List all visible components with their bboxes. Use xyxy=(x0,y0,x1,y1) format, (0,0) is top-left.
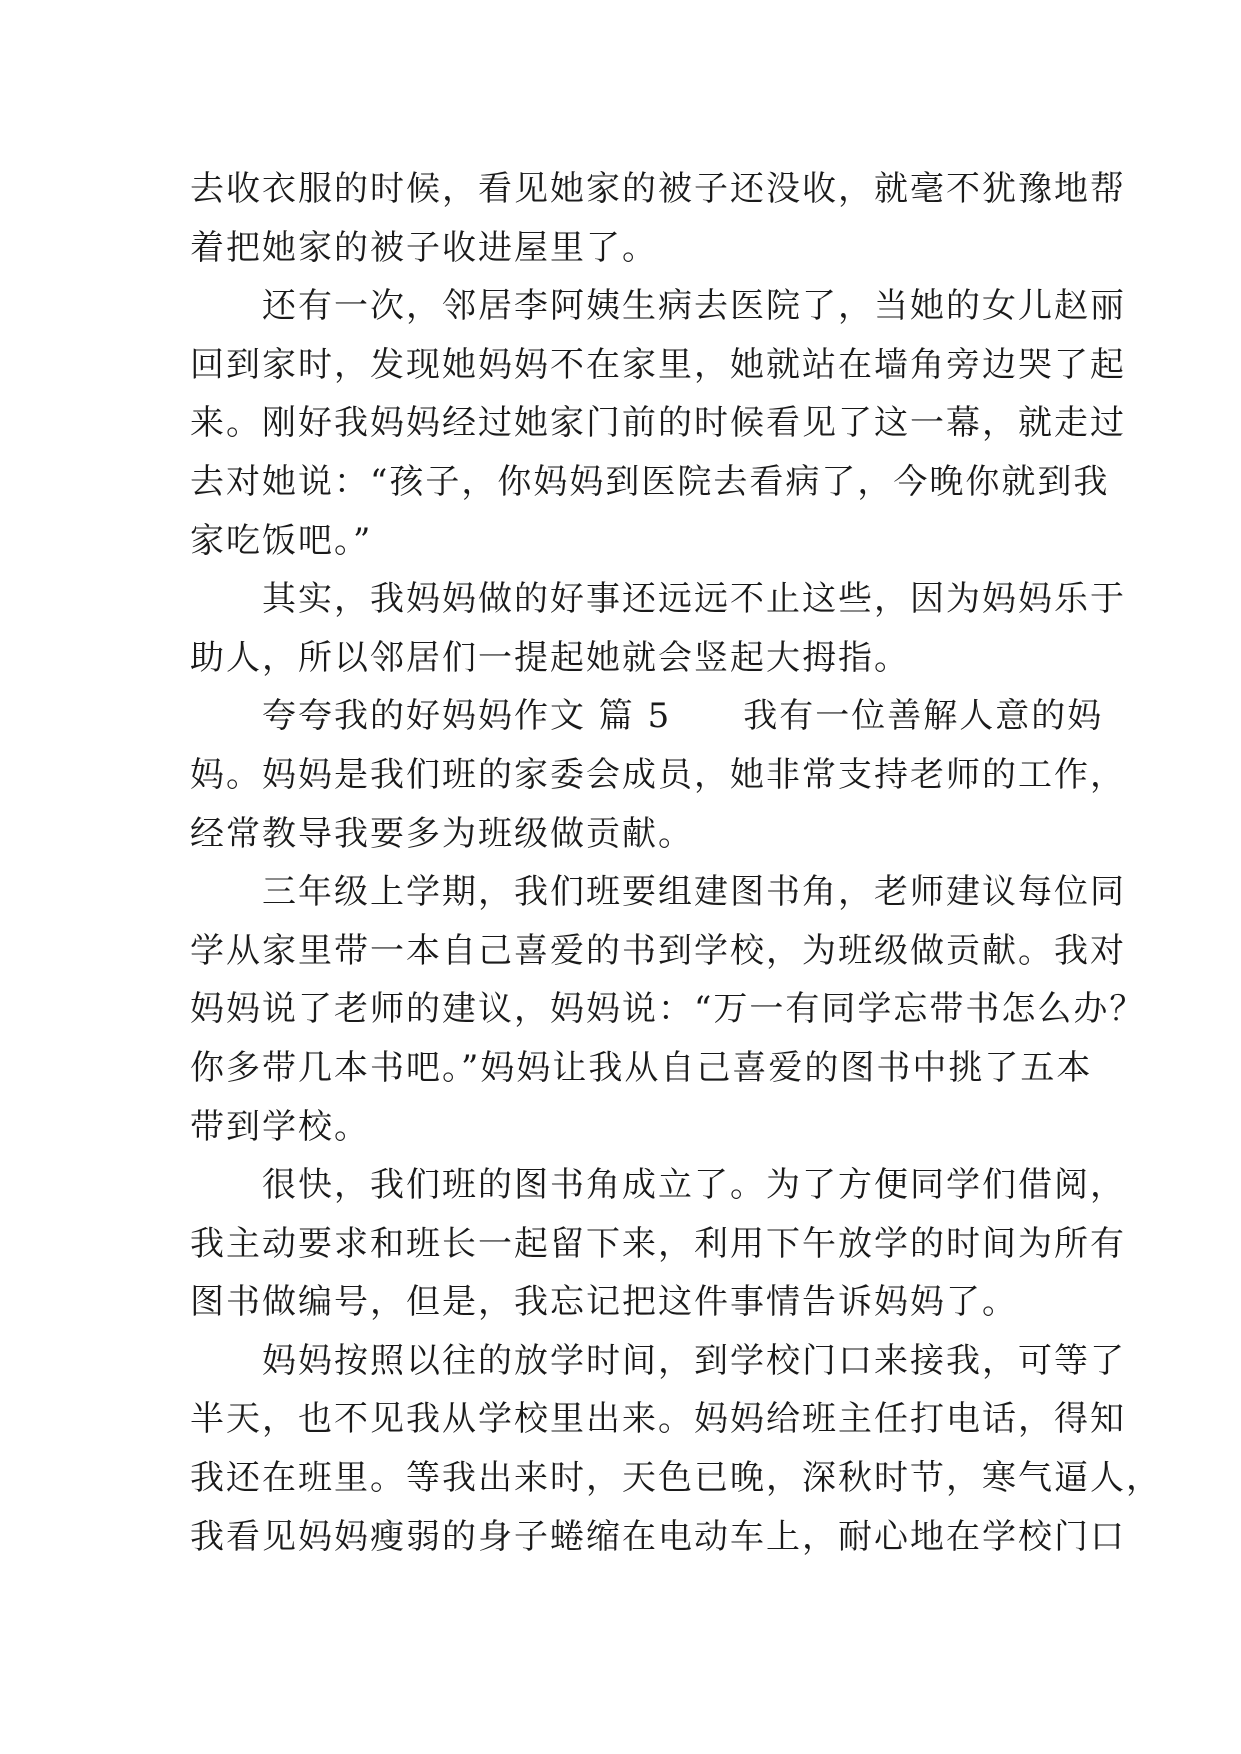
text-line: 我主动要求和班长一起留下来，利用下午放学的时间为所有 xyxy=(190,1223,1126,1264)
text-line: 来。刚好我妈妈经过她家门前的时候看见了这一幕，就走过 xyxy=(190,403,1126,444)
text-line: 着把她家的被子收进屋里了。 xyxy=(190,227,658,268)
text-line: 我还在班里。等我出来时，天色已晚，深秋时节，寒气逼人， xyxy=(190,1458,1162,1499)
text-line: 助人，所以邻居们一提起她就会竖起大拇指。 xyxy=(190,637,910,678)
text-line: 家吃饭吧。” xyxy=(190,520,373,561)
text-line: 我看见妈妈瘦弱的身子蜷缩在电动车上，耐心地在学校门口 xyxy=(190,1516,1126,1557)
text-line: 去收衣服的时候，看见她家的被子还没收，就毫不犹豫地帮 xyxy=(190,169,1126,209)
text-line: 夸夸我的好妈妈作文 篇 5 我有一位善解人意的妈 xyxy=(190,696,1104,737)
text-line: 还有一次，邻居李阿姨生病去医院了，当她的女儿赵丽 xyxy=(190,286,1126,327)
text-line: 你多带几本书吧。”妈妈让我从自己喜爱的图书中挑了五本 xyxy=(190,1047,1093,1088)
text-line: 妈妈按照以往的放学时间，到学校门口来接我，可等了 xyxy=(190,1340,1126,1381)
text-line: 图书做编号，但是，我忘记把这件事情告诉妈妈了。 xyxy=(190,1282,1018,1323)
text-line: 带到学校。 xyxy=(190,1106,370,1147)
text-line: 去对她说：“孩子，你妈妈到医院去看病了，今晚你就到我 xyxy=(190,461,1110,502)
text-line: 三年级上学期，我们班要组建图书角，老师建议每位同 xyxy=(190,872,1126,913)
text-line: 学从家里带一本自己喜爱的书到学校，为班级做贡献。我对 xyxy=(190,930,1126,971)
text-line: 妈妈说了老师的建议，妈妈说：“万一有同学忘带书怎么办？ xyxy=(190,989,1146,1030)
text-line: 半天，也不见我从学校里出来。妈妈给班主任打电话，得知 xyxy=(190,1399,1126,1440)
text-line: 经常教导我要多为班级做贡献。 xyxy=(190,813,694,854)
text-line: 回到家时，发现她妈妈不在家里，她就站在墙角旁边哭了起 xyxy=(190,344,1126,385)
body-text xyxy=(190,160,1162,1566)
text-line: 其实，我妈妈做的好事还远远不止这些，因为妈妈乐于 xyxy=(190,579,1126,620)
text-line: 很快，我们班的图书角成立了。为了方便同学们借阅， xyxy=(190,1165,1126,1206)
text-line: 妈。妈妈是我们班的家委会成员，她非常支持老师的工作， xyxy=(190,754,1126,795)
